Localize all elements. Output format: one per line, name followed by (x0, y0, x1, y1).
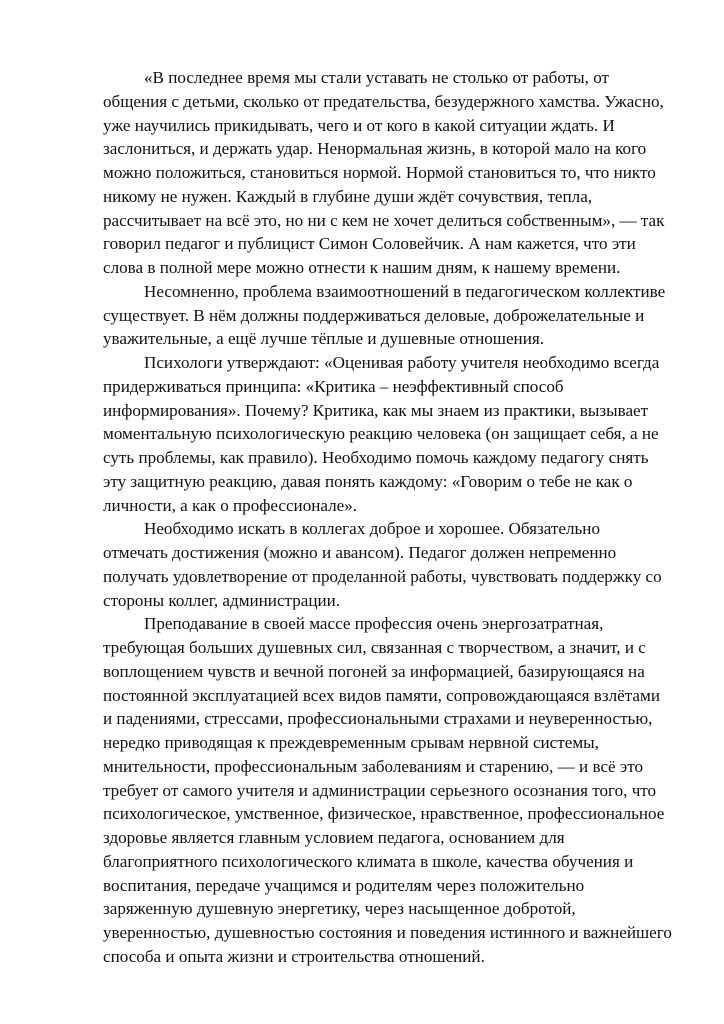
text-line: отмечать достижения (можно и авансом). Педагог должен непременно (103, 543, 617, 562)
text-line: психологическое, умственное, физическое, нравственное, профессиональное (103, 804, 665, 824)
text-line: «В последнее время мы стали уставать не столько от работы, от (144, 68, 609, 87)
text-line: получать удовлетворение от проделанной работы, чувствовать поддержку со (103, 566, 662, 586)
text-line: Необходимо искать в коллегах доброе и хорошее. Обязательно (144, 519, 600, 539)
text-line: стороны коллег, администрации. (103, 590, 341, 610)
text-line: эту защитную реакцию, давая понять каждому: «Говорим о тебе не как о (103, 471, 633, 491)
text-line: заслониться, и держать удар. Ненормальная жизнь, в которой мало на кого (103, 139, 647, 159)
text-line: существует. В нём должны поддерживаться деловые, доброжелательные и (103, 305, 645, 325)
text-line: здоровье является главным условием педагога, основанием для (103, 828, 565, 847)
text-line: воспитания, передаче учащимся и родителям через положительно (103, 875, 585, 895)
text-line: говорил педагог и публицист Симон Соловейчик. А нам кажется, что эти (103, 234, 636, 254)
text-line: благоприятного психологического климата в школе, качества обучения и (103, 851, 634, 871)
text-line: Несомненно, проблема взаимоотношений в педагогическом коллективе (144, 281, 666, 301)
text-line: общения с детьми, сколько от предательства, безудержного хамства. Ужасно, (103, 91, 664, 111)
paragraph (103, 66, 675, 280)
paragraph (103, 351, 675, 517)
text-line: мнительности, профессиональным заболеваниям и старению, — и всё это (103, 756, 644, 776)
text-line: уже научились прикидывать, чего и от кого в какой ситуации ждать. И (103, 115, 615, 135)
text-line: постоянной эксплуатацией всех видов памяти, сопровождающаяся взлётами (103, 685, 660, 705)
text-line: требующая больших душевных сил, связанная с творчеством, а значит, и с (103, 638, 646, 657)
text-line: информирования». Почему? Критика, как мы знаем из практики, вызывает (103, 400, 649, 420)
paragraph (103, 612, 675, 968)
text-line: нередко приводящая к преждевременным срывам нервной системы, (103, 733, 599, 752)
text-line: уверенностью, душевностью состояния и поведения истинного и важнейшего (103, 923, 672, 942)
text-line: уважительные, а ещё лучше тёплые и душевные отношения. (103, 329, 544, 349)
document-body (103, 66, 675, 969)
text-line: слова в полной мере можно отнести к нашим дням, к нашему времени. (103, 258, 621, 277)
text-line: Преподавание в своей массе профессия очень энергозатратная, (144, 614, 604, 634)
paragraph (103, 517, 675, 612)
text-line: моментальную психологическую реакцию человека (он защищает себя, а не (103, 424, 659, 444)
text-line: личности, а как о профессионале». (103, 495, 358, 515)
text-line: никому не нужен. Каждый в глубине души ждёт сочувствия, тепла, (103, 186, 593, 206)
paragraph (103, 280, 675, 351)
text-line: рассчитывает на всё это, но ни с кем не хочет делиться собственным», — так (103, 210, 665, 230)
text-line: требует от самого учителя и администрации серьезного осознания того, что (103, 780, 657, 800)
text-line: можно положиться, становиться нормой. Нормой становиться то, что никто (103, 163, 656, 182)
text-line: воплощением чувств и вечной погоней за информацией, базирующаяся на (103, 661, 645, 681)
text-line: и падениями, стрессами, профессиональными страхами и неуверенностью, (103, 709, 653, 729)
text-line: Психологи утверждают: «Оценивая работу учителя необходимо всегда (144, 353, 660, 372)
text-line: способа и опыта жизни и строительства отношений. (103, 946, 485, 966)
text-line: заряженную душевную энергетику, через насыщенное добротой, (103, 899, 576, 919)
text-line: придерживаться принципа: «Критика – неэффективный способ (103, 376, 564, 396)
text-line: суть проблемы, как правило). Необходимо помочь каждому педагогу снять (103, 448, 649, 467)
